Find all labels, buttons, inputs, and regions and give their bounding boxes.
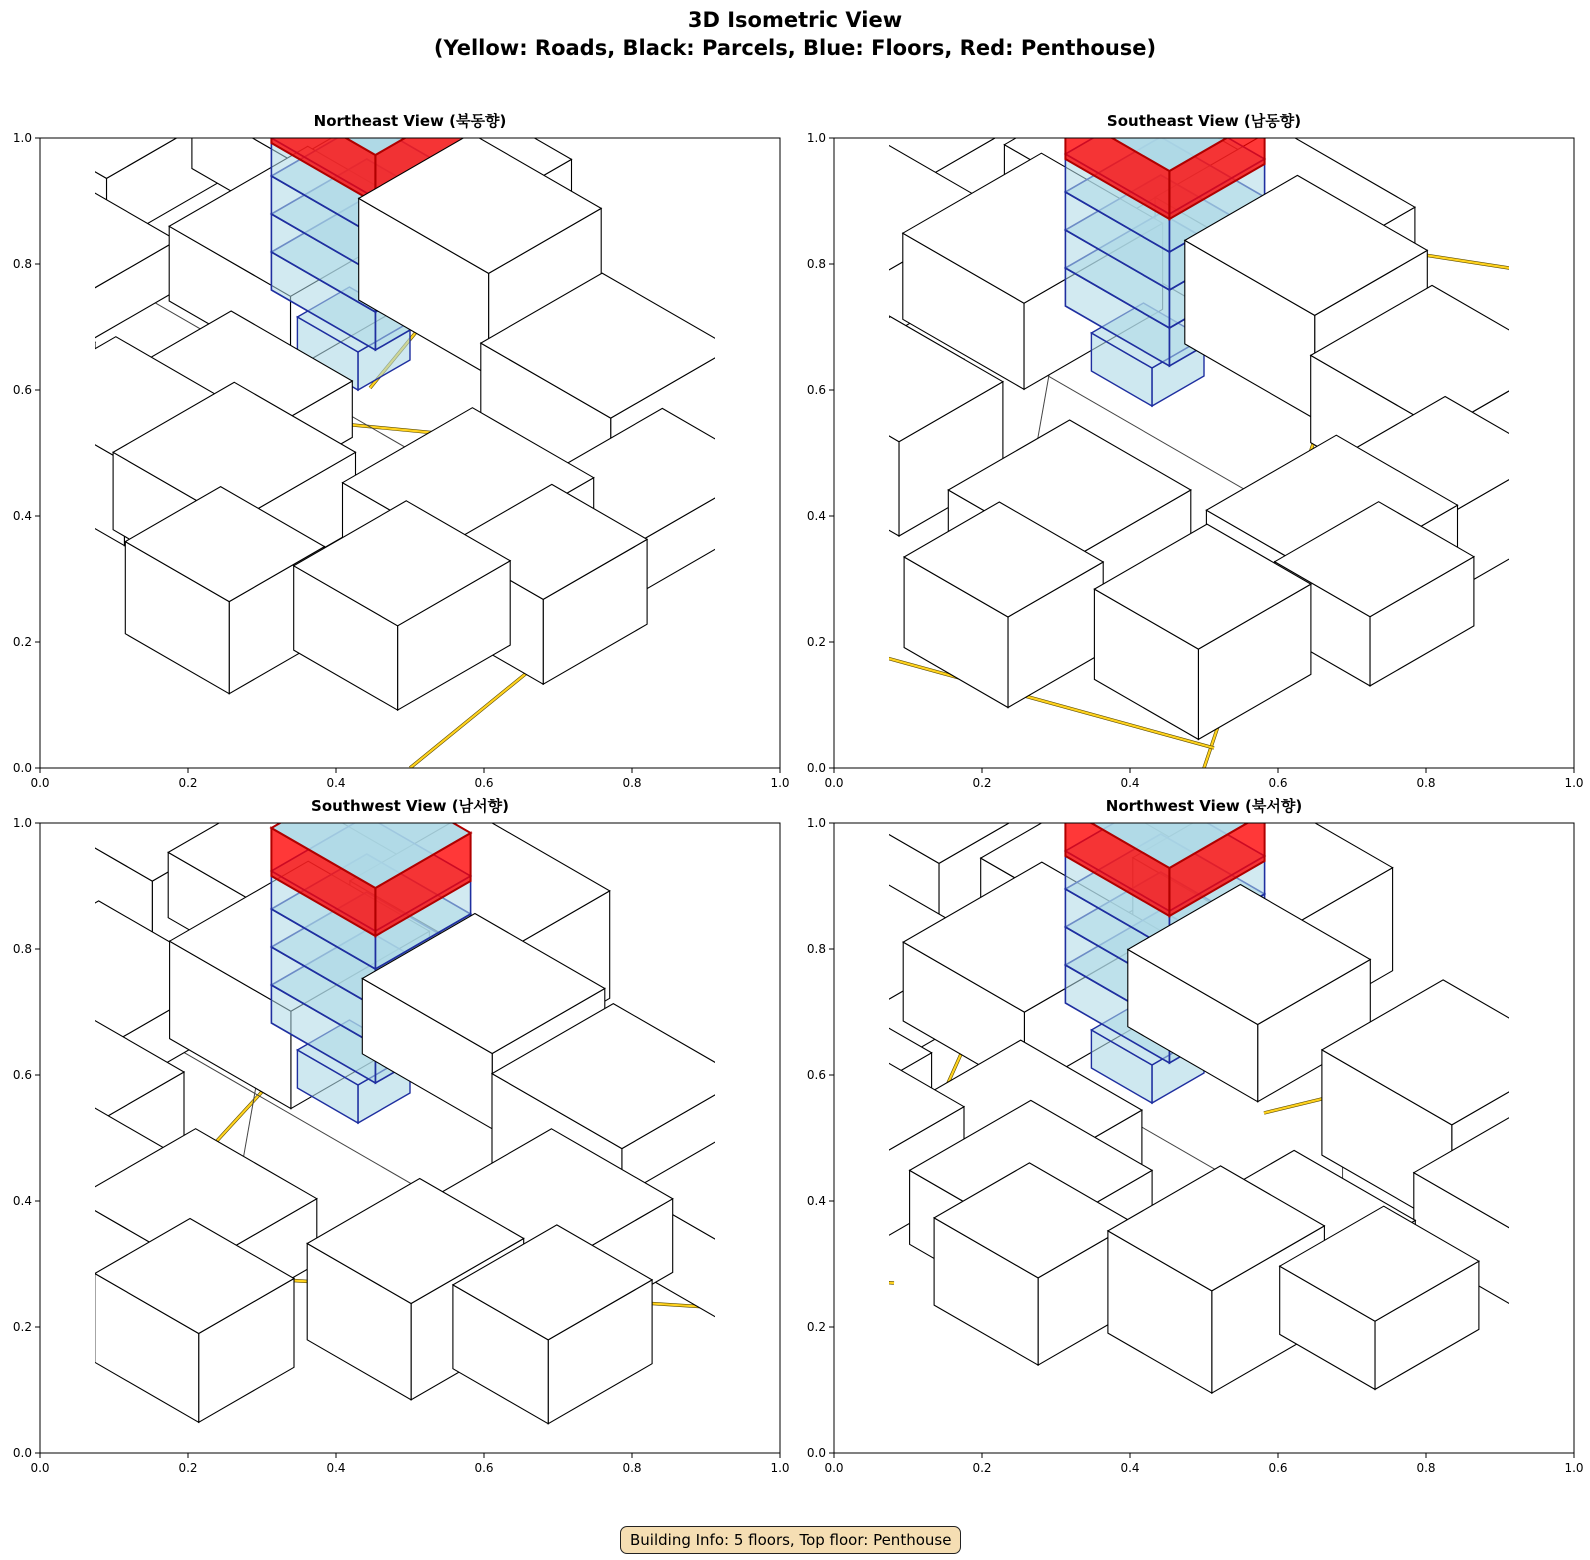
parcel-building-left-face — [713, 354, 843, 510]
x-tick-label: 0.2 — [972, 776, 992, 790]
panel-title: Southeast View (남동향) — [1106, 112, 1302, 130]
parcel-building-right-face — [0, 342, 95, 477]
parcel-building — [0, 267, 95, 477]
x-tick-label: 0.8 — [622, 1461, 642, 1475]
y-tick-label: 0.8 — [806, 257, 826, 271]
parcel-building-left-face — [0, 1158, 86, 1298]
x-tick-label: 0.8 — [1416, 776, 1436, 790]
parcel-building — [0, 144, 48, 327]
x-tick-label: 0.4 — [1120, 1461, 1140, 1475]
y-tick-label: 0.6 — [12, 383, 32, 397]
x-tick-label: 0.6 — [1268, 776, 1288, 790]
scene-clip — [0, 23, 800, 768]
x-tick-label: 0.0 — [824, 776, 844, 790]
y-tick-label: 0.0 — [806, 761, 826, 775]
figure-title: 3D Isometric View — [687, 8, 903, 32]
x-tick-label: 0.8 — [1416, 1461, 1436, 1475]
x-tick-label: 0.2 — [972, 1461, 992, 1475]
parcel-building-top-face — [0, 144, 48, 274]
panel-title: Northeast View (북동향) — [313, 112, 507, 130]
y-tick-label: 0.6 — [806, 1068, 826, 1082]
y-tick-label: 1.0 — [806, 131, 826, 145]
x-tick-label: 0.0 — [30, 1461, 50, 1475]
x-tick-label: 0.8 — [622, 776, 642, 790]
x-tick-label: 1.0 — [1564, 1461, 1584, 1475]
scene-drawing — [0, 726, 865, 1424]
parcel-building-left-face — [748, 1102, 861, 1252]
parcel-building-top-face — [646, 871, 871, 1001]
y-tick-label: 0.8 — [12, 257, 32, 271]
y-tick-label: 0.0 — [806, 1446, 826, 1460]
figure-subtitle: (Yellow: Roads, Black: Parcels, Blue: Floors, Red: Penthouse) — [433, 36, 1157, 60]
x-tick-label: 0.2 — [178, 1461, 198, 1475]
y-tick-label: 0.4 — [806, 1194, 826, 1208]
x-tick-label: 0.0 — [30, 776, 50, 790]
y-tick-label: 0.2 — [12, 1320, 32, 1334]
parcel-building-top-face — [646, 156, 871, 286]
parcel-building-right-face — [1518, 1158, 1590, 1309]
panel-southwest — [0, 726, 865, 1475]
x-tick-label: 0.4 — [326, 776, 346, 790]
parcel-building-left-face — [786, 377, 899, 536]
y-tick-label: 1.0 — [806, 816, 826, 830]
y-tick-label: 0.8 — [12, 942, 32, 956]
x-tick-label: 0.4 — [1120, 776, 1140, 790]
x-tick-label: 1.0 — [770, 1461, 790, 1475]
x-tick-label: 1.0 — [770, 776, 790, 790]
x-tick-label: 0.6 — [474, 776, 494, 790]
parcel-building-left-face — [0, 230, 64, 355]
y-tick-label: 0.8 — [806, 942, 826, 956]
parcel-building — [646, 871, 871, 1060]
y-tick-label: 0.6 — [806, 383, 826, 397]
panel-northeast — [0, 23, 800, 790]
x-tick-label: 0.4 — [326, 1461, 346, 1475]
x-tick-label: 0.2 — [178, 776, 198, 790]
y-tick-label: 0.4 — [806, 509, 826, 523]
parcel-building-right-face — [735, 1176, 865, 1329]
y-tick-label: 0.6 — [12, 1068, 32, 1082]
road-line — [814, 1278, 894, 1283]
parcel-building-right-face — [750, 216, 871, 361]
y-tick-label: 0.2 — [12, 635, 32, 649]
y-tick-label: 0.0 — [12, 761, 32, 775]
y-tick-label: 0.2 — [806, 1320, 826, 1334]
x-tick-label: 1.0 — [1564, 776, 1584, 790]
y-tick-label: 1.0 — [12, 131, 32, 145]
y-tick-label: 1.0 — [12, 816, 32, 830]
x-tick-label: 0.0 — [824, 1461, 844, 1475]
scene-drawing — [0, 23, 800, 768]
x-tick-label: 0.6 — [1268, 1461, 1288, 1475]
y-tick-label: 0.4 — [12, 509, 32, 523]
x-tick-label: 0.6 — [474, 1461, 494, 1475]
scene-clip — [0, 726, 865, 1424]
panel-title: Northwest View (북서향) — [1105, 797, 1303, 815]
y-tick-label: 0.0 — [12, 1446, 32, 1460]
y-tick-label: 0.4 — [12, 1194, 32, 1208]
y-tick-label: 0.2 — [806, 635, 826, 649]
parcel-building-left-face — [0, 98, 107, 247]
parcel-building-left-face — [0, 1067, 63, 1209]
road-edge — [814, 1278, 894, 1283]
building-info-box: Building Info: 5 floors, Top floor: Penthouse — [620, 1526, 961, 1554]
panel-title: Southwest View (남서향) — [311, 797, 509, 815]
